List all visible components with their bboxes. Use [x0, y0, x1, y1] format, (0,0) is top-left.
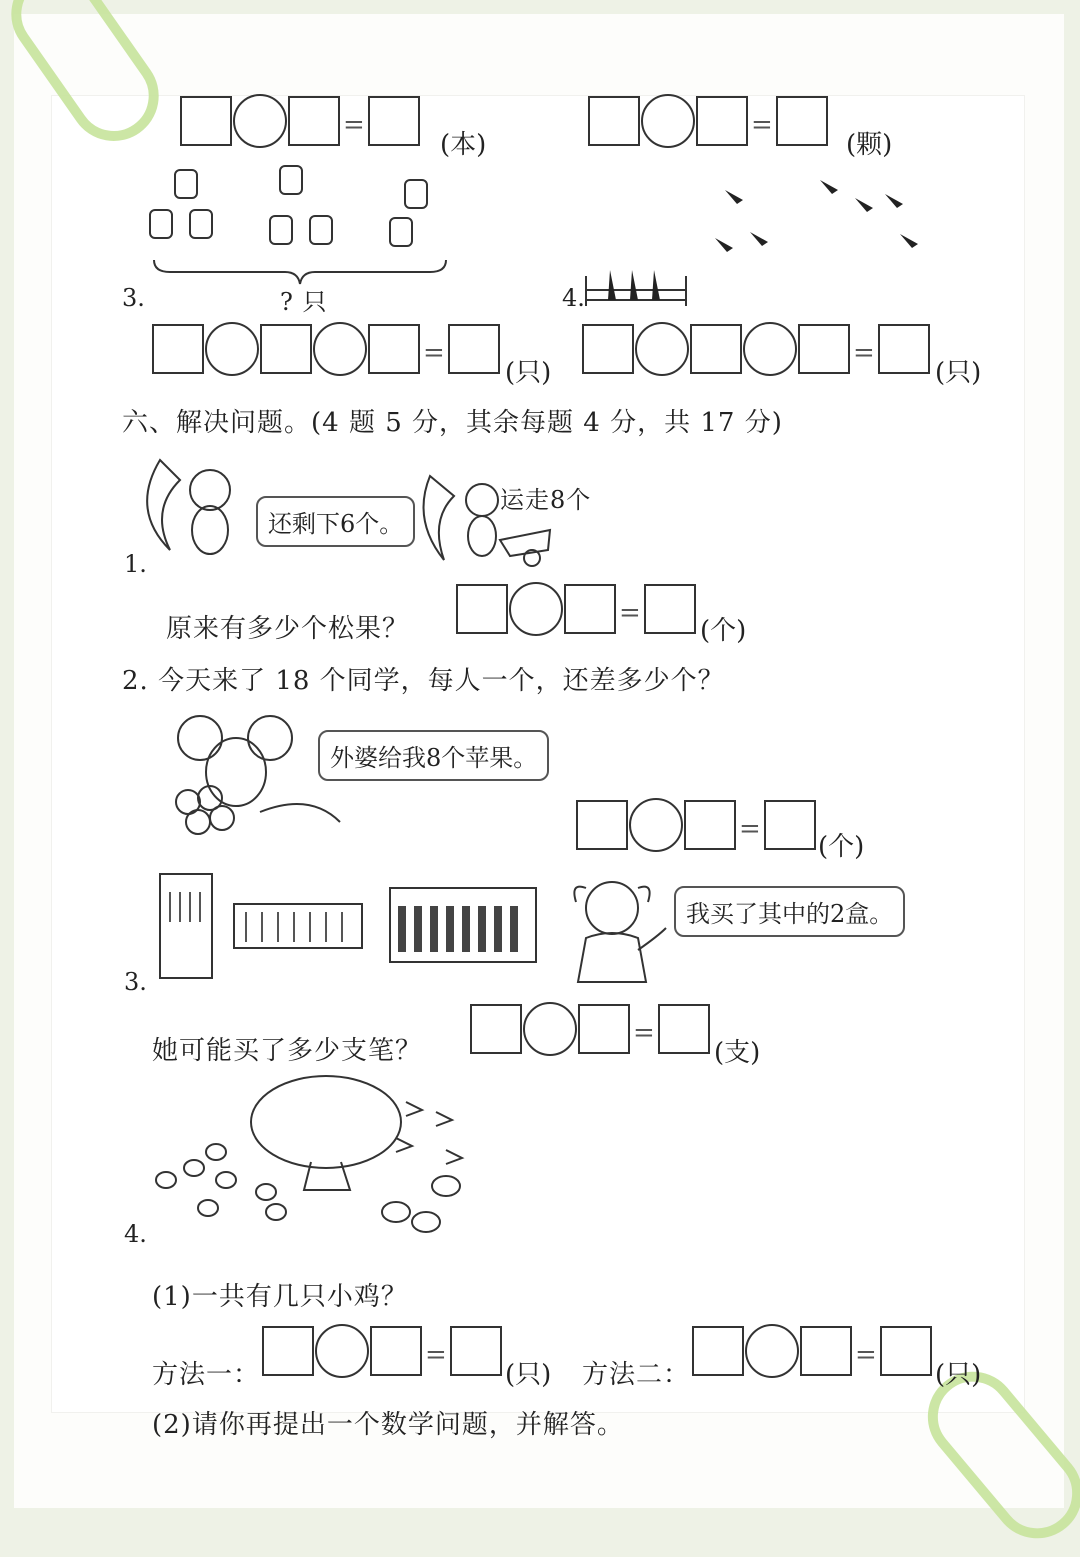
- bird-icon: [396, 1102, 462, 1164]
- cats-illustration: [140, 160, 440, 260]
- question-text: 2. 今天来了 18 个同学，每人一个，还差多少个？: [122, 666, 725, 696]
- unit-label: (支): [714, 1038, 761, 1068]
- operator-circle[interactable]: [641, 94, 695, 148]
- result-box[interactable]: [644, 584, 696, 634]
- pencil-box-icon: [158, 872, 538, 982]
- operator-circle[interactable]: [313, 322, 367, 376]
- brace-label: ? 只: [280, 288, 328, 316]
- equation-s6-q1: [456, 582, 696, 636]
- equation-q3: [152, 322, 500, 376]
- method-1-label: 方法一：: [152, 1360, 261, 1390]
- operator-circle[interactable]: [233, 94, 287, 148]
- question-text: 原来有多少个松果？: [166, 614, 410, 644]
- equals-sign: =: [423, 338, 445, 368]
- answer-box[interactable]: [684, 800, 736, 850]
- answer-box[interactable]: [262, 1326, 314, 1376]
- unit-label: (只): [505, 1360, 552, 1390]
- operator-circle[interactable]: [523, 1002, 577, 1056]
- answer-box[interactable]: [368, 324, 420, 374]
- speech-bubble: 还剩下6个。: [256, 496, 415, 547]
- answer-box[interactable]: [582, 324, 634, 374]
- answer-box[interactable]: [588, 96, 640, 146]
- answer-box[interactable]: [798, 324, 850, 374]
- speech-bubble: 我买了其中的2盒。: [674, 886, 905, 937]
- answer-box[interactable]: [456, 584, 508, 634]
- speech-bubble: 外婆给我8个苹果。: [318, 730, 549, 781]
- operator-circle[interactable]: [509, 582, 563, 636]
- equals-sign: =: [633, 1018, 655, 1048]
- question-number: 4.: [562, 284, 585, 312]
- unit-label: (本): [440, 130, 487, 160]
- squirrel-icon: [140, 450, 250, 560]
- birds-illustration: [710, 170, 940, 270]
- question-number: 3.: [122, 284, 145, 312]
- chick-icon: [156, 1144, 286, 1220]
- question-number: 1.: [124, 550, 147, 578]
- answer-box[interactable]: [370, 1326, 422, 1376]
- equation-method-2: [692, 1324, 932, 1378]
- equation-q4: [582, 322, 930, 376]
- sub-question-1: (1)一共有几只小鸡？: [152, 1282, 408, 1312]
- method-2-label: 方法二：: [582, 1360, 691, 1390]
- sub-question-2: (2)请你再提出一个数学问题，并解答。: [152, 1410, 624, 1440]
- unit-label: (个): [700, 616, 747, 646]
- equals-sign: =: [853, 338, 875, 368]
- unit-label: (只): [505, 358, 552, 388]
- equals-sign: =: [425, 1340, 447, 1370]
- answer-box[interactable]: [690, 324, 742, 374]
- answer-box[interactable]: [152, 324, 204, 374]
- operator-circle[interactable]: [315, 1324, 369, 1378]
- result-box[interactable]: [776, 96, 828, 146]
- operator-circle[interactable]: [205, 322, 259, 376]
- unit-label: (只): [935, 1360, 982, 1390]
- answer-box[interactable]: [692, 1326, 744, 1376]
- fence-birds-icon: [582, 268, 692, 308]
- cat-icon: [150, 166, 427, 246]
- unit-label: (个): [818, 832, 865, 862]
- operator-circle[interactable]: [635, 322, 689, 376]
- answer-box[interactable]: [578, 1004, 630, 1054]
- operator-circle[interactable]: [745, 1324, 799, 1378]
- rabbit-icon: [382, 1176, 460, 1232]
- tree-icon: [146, 1072, 486, 1242]
- result-box[interactable]: [878, 324, 930, 374]
- answer-box[interactable]: [576, 800, 628, 850]
- equation-s6-q2: [576, 798, 816, 852]
- equals-sign: =: [751, 110, 773, 140]
- answer-box[interactable]: [470, 1004, 522, 1054]
- equals-sign: =: [343, 110, 365, 140]
- answer-box[interactable]: [180, 96, 232, 146]
- operator-circle[interactable]: [743, 322, 797, 376]
- equation-s6-q3: [470, 1002, 710, 1056]
- equation-method-1: [262, 1324, 502, 1378]
- result-box[interactable]: [450, 1326, 502, 1376]
- result-box[interactable]: [658, 1004, 710, 1054]
- carry-label: 运走8个: [500, 486, 592, 514]
- answer-box[interactable]: [260, 324, 312, 374]
- equals-sign: =: [739, 814, 761, 844]
- equation-q2: [588, 94, 828, 148]
- operator-circle[interactable]: [629, 798, 683, 852]
- girl-icon: [566, 872, 676, 984]
- equals-sign: =: [855, 1340, 877, 1370]
- result-box[interactable]: [880, 1326, 932, 1376]
- answer-box[interactable]: [288, 96, 340, 146]
- question-text: 她可能买了多少支笔？: [152, 1036, 423, 1066]
- result-box[interactable]: [764, 800, 816, 850]
- answer-box[interactable]: [800, 1326, 852, 1376]
- answer-box[interactable]: [564, 584, 616, 634]
- result-box[interactable]: [448, 324, 500, 374]
- result-box[interactable]: [368, 96, 420, 146]
- unit-label: (只): [935, 358, 982, 388]
- unit-label: (颗): [846, 130, 893, 160]
- equation-q1: [180, 94, 420, 148]
- bird-icon: [715, 180, 918, 252]
- answer-box[interactable]: [696, 96, 748, 146]
- section-heading: 六、解决问题。(4 题 5 分，其余每题 4 分，共 17 分): [122, 408, 783, 438]
- equals-sign: =: [619, 598, 641, 628]
- question-number: 3.: [124, 968, 147, 996]
- question-number: 4.: [124, 1220, 147, 1248]
